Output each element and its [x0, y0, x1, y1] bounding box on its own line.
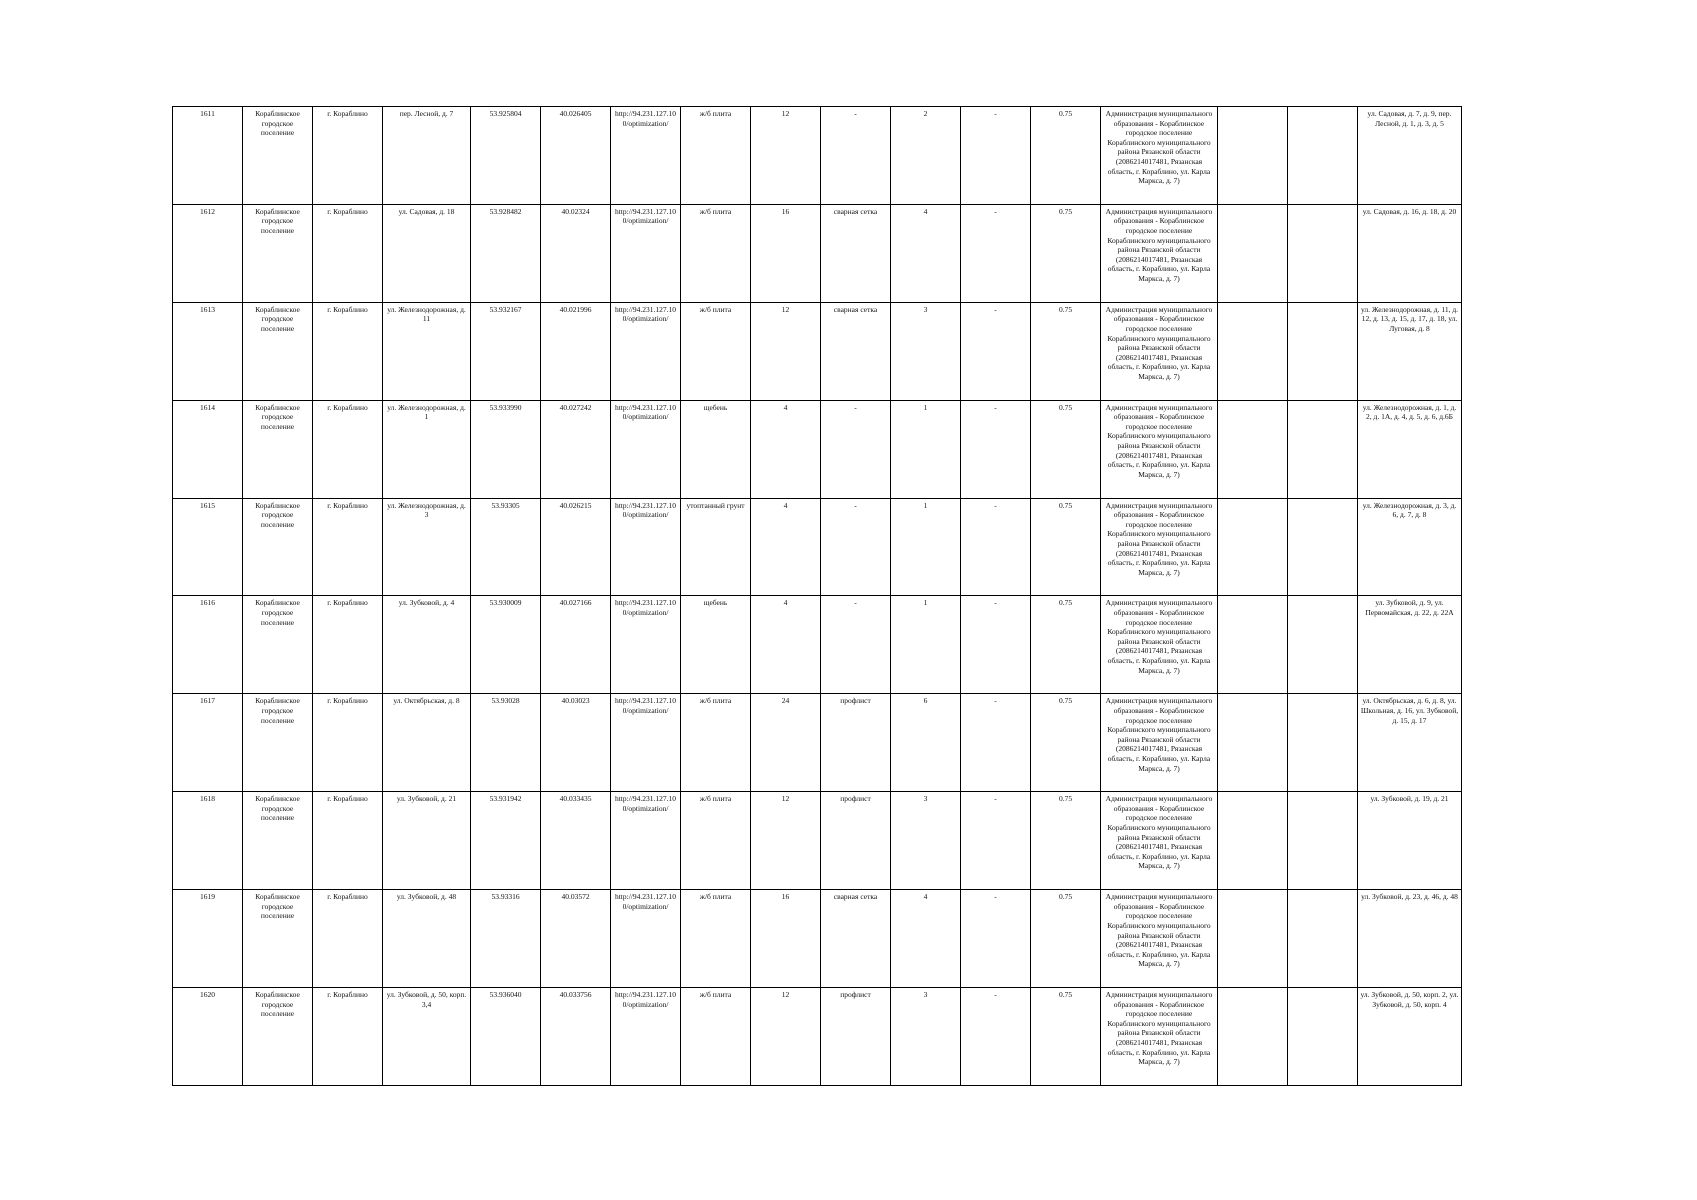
- bunker-cell: -: [961, 890, 1031, 988]
- surface-cell: ж/б плита: [681, 988, 751, 1086]
- bunker-cell: -: [961, 596, 1031, 694]
- bunker-cell: -: [961, 988, 1031, 1086]
- row-number-cell: 1616: [173, 596, 243, 694]
- address-cell: ул. Железнодорожная, д. 11: [383, 302, 471, 400]
- served-addresses-cell: ул. Зубковой, д. 50, корп. 2, ул. Зубковой, д. 50, корп. 4: [1358, 988, 1462, 1086]
- empty-cell: [1288, 107, 1358, 205]
- volume-cell: 0.75: [1031, 596, 1101, 694]
- latitude-cell: 53.93305: [471, 498, 541, 596]
- row-number-cell: 1615: [173, 498, 243, 596]
- empty-cell: [1288, 204, 1358, 302]
- served-addresses-cell: ул. Зубковой, д. 23, д. 46, д. 48: [1358, 890, 1462, 988]
- row-number-cell: 1617: [173, 694, 243, 792]
- fence-cell: профлист: [821, 988, 891, 1086]
- surface-cell: ж/б плита: [681, 204, 751, 302]
- table-body: [173, 107, 1462, 1086]
- town-cell: г. Кораблино: [313, 792, 383, 890]
- town-cell: г. Кораблино: [313, 694, 383, 792]
- area-cell: 16: [751, 890, 821, 988]
- bunker-cell: -: [961, 498, 1031, 596]
- surface-cell: утоптанный грунт: [681, 498, 751, 596]
- map-link-cell[interactable]: http://94.231.127.10 0/optimization/: [611, 400, 681, 498]
- area-cell: 12: [751, 302, 821, 400]
- settlement-cell: Кораблинское городское поселение: [243, 890, 313, 988]
- empty-cell: [1288, 988, 1358, 1086]
- area-cell: 12: [751, 792, 821, 890]
- area-cell: 4: [751, 400, 821, 498]
- volume-cell: 0.75: [1031, 302, 1101, 400]
- bunker-cell: -: [961, 107, 1031, 205]
- longitude-cell: 40.03572: [541, 890, 611, 988]
- empty-cell: [1288, 792, 1358, 890]
- empty-cell: [1218, 890, 1288, 988]
- address-cell: ул. Зубковой, д. 50, корп. 3,4: [383, 988, 471, 1086]
- map-link-cell[interactable]: http://94.231.127.10 0/optimization/: [611, 498, 681, 596]
- empty-cell: [1218, 302, 1288, 400]
- row-number-cell: 1611: [173, 107, 243, 205]
- settlement-cell: Кораблинское городское поселение: [243, 694, 313, 792]
- table-row: [173, 302, 1462, 400]
- longitude-cell: 40.03023: [541, 694, 611, 792]
- table-row: [173, 400, 1462, 498]
- served-addresses-cell: ул. Зубковой, д. 9, ул. Первомайская, д. 22, д. 22А: [1358, 596, 1462, 694]
- owner-cell: Администрация муниципального образования - Кораблинское городское поселение Кораблинского муниципального района Рязанской области (2086214017481, Рязанская область, г. Кораблино, ул. Карла Маркса, д. 7): [1101, 302, 1218, 400]
- volume-cell: 0.75: [1031, 204, 1101, 302]
- served-addresses-cell: ул. Железнодорожная, д. 3, д. 6, д. 7, д. 8: [1358, 498, 1462, 596]
- served-addresses-cell: ул. Зубковой, д. 19, д. 21: [1358, 792, 1462, 890]
- latitude-cell: 53.932167: [471, 302, 541, 400]
- surface-cell: ж/б плита: [681, 792, 751, 890]
- owner-cell: Администрация муниципального образования - Кораблинское городское поселение Кораблинского муниципального района Рязанской области (2086214017481, Рязанская область, г. Кораблино, ул. Карла Маркса, д. 7): [1101, 107, 1218, 205]
- owner-cell: Администрация муниципального образования - Кораблинское городское поселение Кораблинского муниципального района Рязанской области (2086214017481, Рязанская область, г. Кораблино, ул. Карла Маркса, д. 7): [1101, 792, 1218, 890]
- longitude-cell: 40.027242: [541, 400, 611, 498]
- empty-cell: [1218, 596, 1288, 694]
- address-cell: ул. Зубковой, д. 48: [383, 890, 471, 988]
- empty-cell: [1218, 204, 1288, 302]
- settlement-cell: Кораблинское городское поселение: [243, 596, 313, 694]
- area-cell: 4: [751, 498, 821, 596]
- table-row: [173, 107, 1462, 205]
- fence-cell: -: [821, 400, 891, 498]
- empty-cell: [1288, 400, 1358, 498]
- owner-cell: Администрация муниципального образования - Кораблинское городское поселение Кораблинского муниципального района Рязанской области (2086214017481, Рязанская область, г. Кораблино, ул. Карла Маркса, д. 7): [1101, 204, 1218, 302]
- map-link-cell[interactable]: http://94.231.127.10 0/optimization/: [611, 107, 681, 205]
- town-cell: г. Кораблино: [313, 988, 383, 1086]
- surface-cell: щебень: [681, 596, 751, 694]
- area-cell: 12: [751, 107, 821, 205]
- empty-cell: [1218, 498, 1288, 596]
- empty-cell: [1288, 890, 1358, 988]
- served-addresses-cell: ул. Садовая, д. 7, д. 9, пер. Лесной, д. 1, д. 3, д. 5: [1358, 107, 1462, 205]
- fence-cell: -: [821, 107, 891, 205]
- row-number-cell: 1613: [173, 302, 243, 400]
- row-number-cell: 1618: [173, 792, 243, 890]
- area-cell: 12: [751, 988, 821, 1086]
- settlement-cell: Кораблинское городское поселение: [243, 988, 313, 1086]
- town-cell: г. Кораблино: [313, 400, 383, 498]
- latitude-cell: 53.93028: [471, 694, 541, 792]
- container-count-cell: 2: [891, 107, 961, 205]
- town-cell: г. Кораблино: [313, 107, 383, 205]
- longitude-cell: 40.02324: [541, 204, 611, 302]
- empty-cell: [1288, 498, 1358, 596]
- fence-cell: профлист: [821, 694, 891, 792]
- map-link-cell[interactable]: http://94.231.127.10 0/optimization/: [611, 694, 681, 792]
- latitude-cell: 53.928482: [471, 204, 541, 302]
- volume-cell: 0.75: [1031, 400, 1101, 498]
- bunker-cell: -: [961, 694, 1031, 792]
- latitude-cell: 53.936040: [471, 988, 541, 1086]
- latitude-cell: 53.93316: [471, 890, 541, 988]
- bunker-cell: -: [961, 302, 1031, 400]
- map-link-cell[interactable]: http://94.231.127.10 0/optimization/: [611, 302, 681, 400]
- served-addresses-cell: ул. Октябрьская, д. 6, д. 8, ул. Школьная, д. 16, ул. Зубковой, д. 15, д. 17: [1358, 694, 1462, 792]
- empty-cell: [1218, 400, 1288, 498]
- address-cell: ул. Железнодорожная, д. 1: [383, 400, 471, 498]
- town-cell: г. Кораблино: [313, 498, 383, 596]
- container-count-cell: 3: [891, 302, 961, 400]
- empty-cell: [1218, 694, 1288, 792]
- served-addresses-cell: ул. Железнодорожная, д. 1, д. 2, д. 1А, д. 4, д. 5, д. 6, д.6Б: [1358, 400, 1462, 498]
- surface-cell: щебень: [681, 400, 751, 498]
- fence-cell: сварная сетка: [821, 204, 891, 302]
- owner-cell: Администрация муниципального образования - Кораблинское городское поселение Кораблинского муниципального района Рязанской области (2086214017481, Рязанская область, г. Кораблино, ул. Карла Маркса, д. 7): [1101, 596, 1218, 694]
- town-cell: г. Кораблино: [313, 204, 383, 302]
- owner-cell: Администрация муниципального образования - Кораблинское городское поселение Кораблинского муниципального района Рязанской области (2086214017481, Рязанская область, г. Кораблино, ул. Карла Маркса, д. 7): [1101, 694, 1218, 792]
- longitude-cell: 40.021996: [541, 302, 611, 400]
- settlement-cell: Кораблинское городское поселение: [243, 204, 313, 302]
- volume-cell: 0.75: [1031, 890, 1101, 988]
- address-cell: ул. Железнодорожная, д. 3: [383, 498, 471, 596]
- empty-cell: [1218, 107, 1288, 205]
- owner-cell: Администрация муниципального образования - Кораблинское городское поселение Кораблинского муниципального района Рязанской области (2086214017481, Рязанская область, г. Кораблино, ул. Карла Маркса, д. 7): [1101, 400, 1218, 498]
- latitude-cell: 53.925804: [471, 107, 541, 205]
- served-addresses-cell: ул. Железнодорожная, д. 11, д. 12, д. 13, д. 15, д. 17, д. 18, ул. Луговая, д. 8: [1358, 302, 1462, 400]
- owner-cell: Администрация муниципального образования - Кораблинское городское поселение Кораблинского муниципального района Рязанской области (2086214017481, Рязанская область, г. Кораблино, ул. Карла Маркса, д. 7): [1101, 498, 1218, 596]
- table-row: [173, 694, 1462, 792]
- settlement-cell: Кораблинское городское поселение: [243, 107, 313, 205]
- bunker-cell: -: [961, 204, 1031, 302]
- settlement-cell: Кораблинское городское поселение: [243, 400, 313, 498]
- surface-cell: ж/б плита: [681, 107, 751, 205]
- container-count-cell: 4: [891, 204, 961, 302]
- container-count-cell: 3: [891, 792, 961, 890]
- address-cell: пер. Лесной, д. 7: [383, 107, 471, 205]
- latitude-cell: 53.930009: [471, 596, 541, 694]
- empty-cell: [1218, 792, 1288, 890]
- surface-cell: ж/б плита: [681, 890, 751, 988]
- area-cell: 16: [751, 204, 821, 302]
- settlement-cell: Кораблинское городское поселение: [243, 498, 313, 596]
- settlement-cell: Кораблинское городское поселение: [243, 302, 313, 400]
- table-row: [173, 498, 1462, 596]
- volume-cell: 0.75: [1031, 498, 1101, 596]
- settlement-cell: Кораблинское городское поселение: [243, 792, 313, 890]
- fence-cell: профлист: [821, 792, 891, 890]
- latitude-cell: 53.933990: [471, 400, 541, 498]
- volume-cell: 0.75: [1031, 694, 1101, 792]
- surface-cell: ж/б плита: [681, 694, 751, 792]
- table-row: [173, 596, 1462, 694]
- volume-cell: 0.75: [1031, 988, 1101, 1086]
- address-cell: ул. Зубковой, д. 4: [383, 596, 471, 694]
- fence-cell: сварная сетка: [821, 302, 891, 400]
- fence-cell: -: [821, 498, 891, 596]
- bunker-cell: -: [961, 792, 1031, 890]
- served-addresses-cell: ул. Садовая, д. 16, д. 18, д. 20: [1358, 204, 1462, 302]
- table-row: [173, 890, 1462, 988]
- longitude-cell: 40.033756: [541, 988, 611, 1086]
- town-cell: г. Кораблино: [313, 302, 383, 400]
- container-count-cell: 4: [891, 890, 961, 988]
- empty-cell: [1288, 302, 1358, 400]
- container-count-cell: 1: [891, 400, 961, 498]
- table-row: [173, 792, 1462, 890]
- owner-cell: Администрация муниципального образования - Кораблинское городское поселение Кораблинского муниципального района Рязанской области (2086214017481, Рязанская область, г. Кораблино, ул. Карла Маркса, д. 7): [1101, 890, 1218, 988]
- table-row: [173, 204, 1462, 302]
- address-cell: ул. Зубковой, д. 21: [383, 792, 471, 890]
- map-link-cell[interactable]: http://94.231.127.10 0/optimization/: [611, 792, 681, 890]
- longitude-cell: 40.026215: [541, 498, 611, 596]
- longitude-cell: 40.027166: [541, 596, 611, 694]
- row-number-cell: 1619: [173, 890, 243, 988]
- bunker-cell: -: [961, 400, 1031, 498]
- container-count-cell: 1: [891, 596, 961, 694]
- map-link-cell[interactable]: http://94.231.127.10 0/optimization/: [611, 890, 681, 988]
- latitude-cell: 53.931942: [471, 792, 541, 890]
- waste-sites-table: [172, 106, 1462, 1086]
- area-cell: 24: [751, 694, 821, 792]
- empty-cell: [1288, 596, 1358, 694]
- map-link-cell[interactable]: http://94.231.127.10 0/optimization/: [611, 988, 681, 1086]
- container-count-cell: 6: [891, 694, 961, 792]
- container-count-cell: 3: [891, 988, 961, 1086]
- table-row: [173, 988, 1462, 1086]
- map-link-cell[interactable]: http://94.231.127.10 0/optimization/: [611, 204, 681, 302]
- volume-cell: 0.75: [1031, 792, 1101, 890]
- row-number-cell: 1612: [173, 204, 243, 302]
- address-cell: ул. Октябрьская, д. 8: [383, 694, 471, 792]
- longitude-cell: 40.033435: [541, 792, 611, 890]
- fence-cell: -: [821, 596, 891, 694]
- fence-cell: сварная сетка: [821, 890, 891, 988]
- town-cell: г. Кораблино: [313, 890, 383, 988]
- map-link-cell[interactable]: http://94.231.127.10 0/optimization/: [611, 596, 681, 694]
- empty-cell: [1288, 694, 1358, 792]
- area-cell: 4: [751, 596, 821, 694]
- row-number-cell: 1614: [173, 400, 243, 498]
- longitude-cell: 40.026405: [541, 107, 611, 205]
- row-number-cell: 1620: [173, 988, 243, 1086]
- surface-cell: ж/б плита: [681, 302, 751, 400]
- town-cell: г. Кораблино: [313, 596, 383, 694]
- empty-cell: [1218, 988, 1288, 1086]
- address-cell: ул. Садовая, д. 18: [383, 204, 471, 302]
- volume-cell: 0.75: [1031, 107, 1101, 205]
- container-count-cell: 1: [891, 498, 961, 596]
- owner-cell: Администрация муниципального образования - Кораблинское городское поселение Кораблинского муниципального района Рязанской области (2086214017481, Рязанская область, г. Кораблино, ул. Карла Маркса, д. 7): [1101, 988, 1218, 1086]
